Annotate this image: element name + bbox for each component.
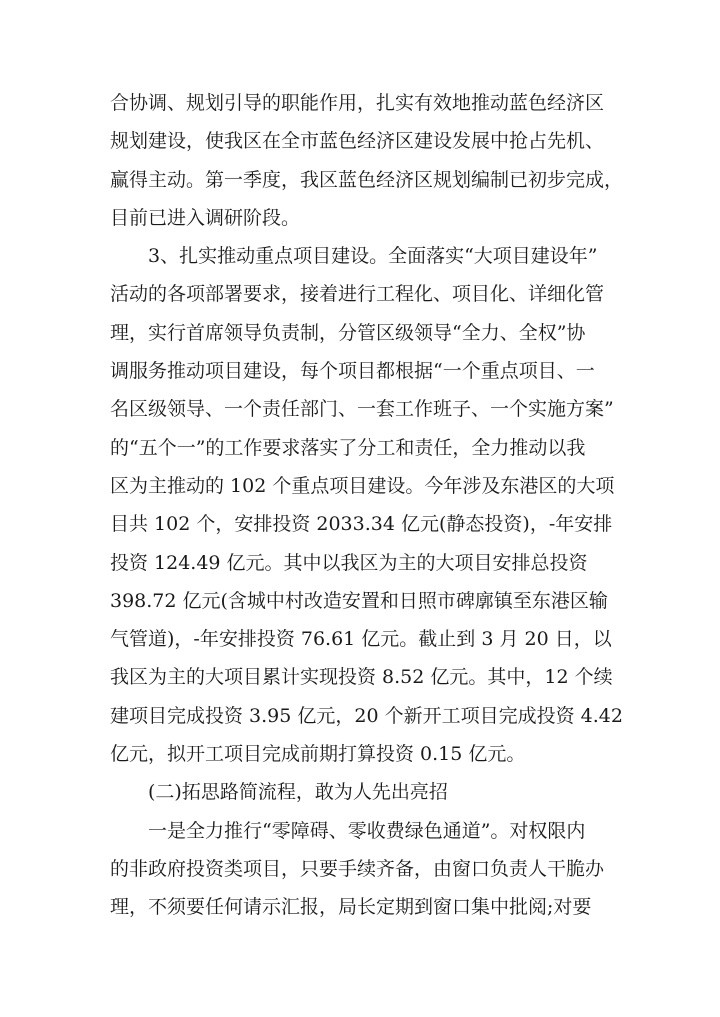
text-line: 名区级领导、一个责任部门、一套工作班子、一个实施方案” xyxy=(110,398,614,421)
paragraph-first-line: 3、扎实推动重点项目建设。全面落实“大项目建设年” xyxy=(148,245,598,268)
text-line: 398.72 亿元(含城中村改造安置和日照市碑廓镇至东港区输 xyxy=(110,589,608,612)
text-line: 的非政府投资类项目，只要手续齐备，由窗口负责人干脆办 xyxy=(110,857,605,880)
text-line: 调服务推动项目建设，每个项目都根据“一个重点项目、一 xyxy=(110,360,595,383)
text-line: 我区为主的大项目累计实现投资 8.52 亿元。其中，12 个续 xyxy=(110,666,613,689)
text-line: 的“五个一”的工作要求落实了分工和责任，全力推动以我 xyxy=(110,436,586,459)
text-line: 理，不须要任何请示汇报，局长定期到窗口集中批阅;对要 xyxy=(110,896,592,919)
text-line: 目共 102 个，安排投资 2033.34 亿元(静态投资)，-年安排 xyxy=(110,513,613,536)
text-line: 活动的各项部署要求，接着进行工程化、项目化、详细化管 xyxy=(110,283,605,306)
section-heading: (二)拓思路简流程，敢为人先出亮招 xyxy=(148,781,448,804)
text-line: 投资 124.49 亿元。其中以我区为主的大项目安排总投资 xyxy=(110,551,588,574)
text-line: 亿元，拟开工项目完成前期打算投资 0.15 亿元。 xyxy=(110,743,526,766)
text-line: 目前已进入调研阶段。 xyxy=(110,206,301,229)
text-line: 规划建设，使我区在全市蓝色经济区建设发展中抢占先机、 xyxy=(110,130,605,153)
text-line: 合协调、规划引导的职能作用，扎实有效地推动蓝色经济区 xyxy=(110,92,605,114)
text-line: 区为主推动的 102 个重点项目建设。今年涉及东港区的大项 xyxy=(110,474,615,497)
text-line: 气管道)，-年安排投资 76.61 亿元。截止到 3 月 20 日，以 xyxy=(110,628,612,651)
body-text xyxy=(110,84,624,927)
text-line: 赢得主动。第一季度，我区蓝色经济区规划编制已初步完成， xyxy=(110,168,624,191)
text-line: 理，实行首席领导负责制，分管区级领导“全力、全权”协 xyxy=(110,321,586,344)
paragraph-first-line: 一是全力推行“零障碍、零收费绿色通道”。对权限内 xyxy=(148,819,586,842)
text-line: 建项目完成投资 3.95 亿元，20 个新开工项目完成投资 4.42 xyxy=(110,704,623,727)
